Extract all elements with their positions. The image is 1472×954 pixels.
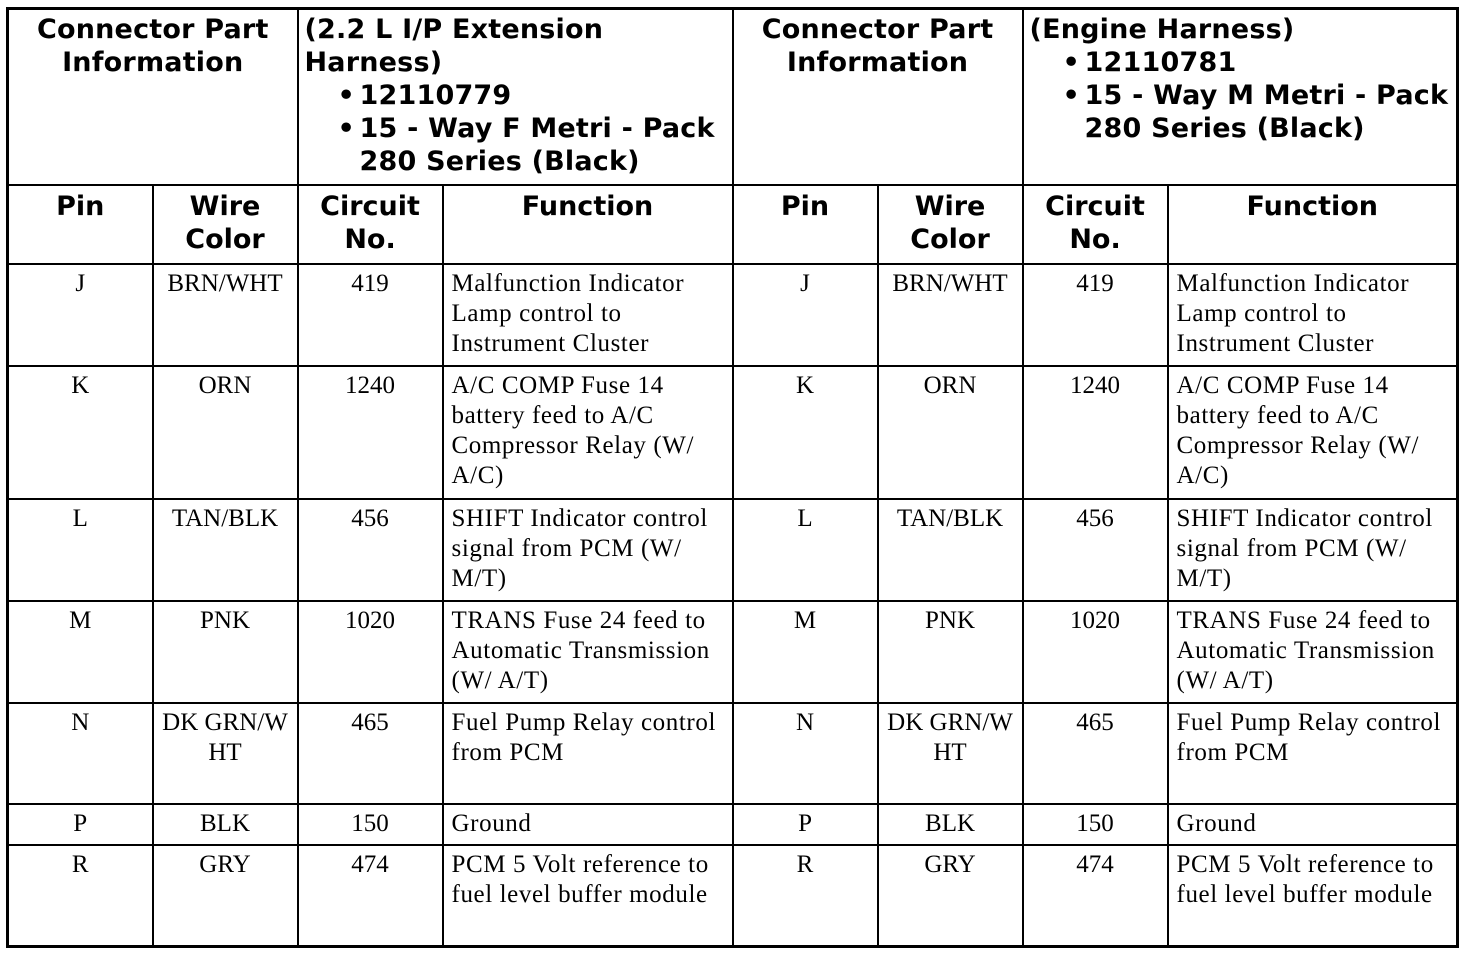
right-function-header: Function xyxy=(1168,185,1458,264)
right-function-cell: A/C COMP Fuse 14 battery feed to A/C Compressor Relay (W/ A/C) xyxy=(1168,366,1458,499)
right-wire-color-cell: DK GRN/WHT xyxy=(878,703,1023,804)
left-circuit-cell: 1240 xyxy=(298,366,443,499)
right-function-cell: Fuel Pump Relay control from PCM xyxy=(1168,703,1458,804)
connector-info-row xyxy=(8,9,1458,185)
right-function-cell: PCM 5 Volt reference to fuel level buffer module xyxy=(1168,845,1458,947)
left-wire-color-header: Wire Color xyxy=(153,185,298,264)
right-circuit-no-header: Circuit No. xyxy=(1023,185,1168,264)
right-circuit-cell: 150 xyxy=(1023,804,1168,845)
left-function-header: Function xyxy=(443,185,733,264)
left-circuit-cell: 150 xyxy=(298,804,443,845)
table-row xyxy=(8,601,1458,703)
left-wire-color-cell: BRN/WHT xyxy=(153,264,298,366)
left-circuit-cell: 465 xyxy=(298,703,443,804)
right-function-cell: TRANS Fuse 24 feed to Automatic Transmission (W/ A/T) xyxy=(1168,601,1458,703)
right-function-cell: Ground xyxy=(1168,804,1458,845)
bullet-icon: • xyxy=(337,113,355,144)
bullet-icon: • xyxy=(1062,80,1080,111)
connector-pinout-table xyxy=(6,7,1459,948)
right-wire-color-cell: PNK xyxy=(878,601,1023,703)
bullet-icon: • xyxy=(1062,47,1080,78)
left-connector-info-label: Connector Part Information xyxy=(8,9,298,185)
left-pin-cell: M xyxy=(8,601,153,703)
right-circuit-cell: 474 xyxy=(1023,845,1168,947)
right-function-cell: Malfunction Indicator Lamp control to Instrument Cluster xyxy=(1168,264,1458,366)
right-circuit-cell: 1240 xyxy=(1023,366,1168,499)
left-connector-type: • 15 - Way F Metri - Pack 280 Series (Black) xyxy=(337,113,715,177)
table-row xyxy=(8,366,1458,499)
right-wire-color-cell: ORN xyxy=(878,366,1023,499)
right-harness-bullets xyxy=(1030,46,1453,145)
bullet-icon: • xyxy=(337,80,355,111)
left-pin-cell: J xyxy=(8,264,153,366)
table-row xyxy=(8,703,1458,804)
right-pin-cell: J xyxy=(733,264,878,366)
left-function-cell: PCM 5 Volt reference to fuel level buffer module xyxy=(443,845,733,947)
right-pin-cell: L xyxy=(733,499,878,601)
left-wire-color-cell: DK GRN/WHT xyxy=(153,703,298,804)
left-circuit-cell: 419 xyxy=(298,264,443,366)
right-pin-cell: N xyxy=(733,703,878,804)
right-circuit-cell: 456 xyxy=(1023,499,1168,601)
left-wire-color-cell: GRY xyxy=(153,845,298,947)
right-connector-info-label: Connector Part Information xyxy=(733,9,1023,185)
left-wire-color-cell: BLK xyxy=(153,804,298,845)
left-function-cell: A/C COMP Fuse 14 battery feed to A/C Compressor Relay (W/ A/C) xyxy=(443,366,733,499)
right-function-cell: SHIFT Indicator control signal from PCM (W/ M/T) xyxy=(1168,499,1458,601)
right-pin-cell: P xyxy=(733,804,878,845)
table-row xyxy=(8,804,1458,845)
left-harness-name: (2.2 L I/P Extension Harness) xyxy=(304,14,604,78)
left-function-cell: Malfunction Indicator Lamp control to Instrument Cluster xyxy=(443,264,733,366)
left-pin-cell: P xyxy=(8,804,153,845)
left-pin-cell: R xyxy=(8,845,153,947)
right-circuit-cell: 465 xyxy=(1023,703,1168,804)
left-pin-cell: L xyxy=(8,499,153,601)
left-function-cell: Ground xyxy=(443,804,733,845)
right-pin-cell: M xyxy=(733,601,878,703)
left-function-cell: Fuel Pump Relay control from PCM xyxy=(443,703,733,804)
left-pin-cell: K xyxy=(8,366,153,499)
left-circuit-cell: 1020 xyxy=(298,601,443,703)
left-part-number: • 12110779 xyxy=(337,80,512,111)
table-row xyxy=(8,264,1458,366)
right-pin-cell: R xyxy=(733,845,878,947)
right-wire-color-cell: GRY xyxy=(878,845,1023,947)
right-circuit-cell: 419 xyxy=(1023,264,1168,366)
right-connector-type: • 15 - Way M Metri - Pack 280 Series (Black) xyxy=(1062,80,1449,144)
table-row xyxy=(8,499,1458,601)
right-harness-name: (Engine Harness) xyxy=(1029,14,1295,45)
right-harness-info xyxy=(1023,9,1458,185)
right-wire-color-cell: TAN/BLK xyxy=(878,499,1023,601)
right-part-number: • 12110781 xyxy=(1062,47,1237,78)
right-wire-color-cell: BLK xyxy=(878,804,1023,845)
left-harness-info xyxy=(298,9,733,185)
right-wire-color-cell: BRN/WHT xyxy=(878,264,1023,366)
left-function-cell: SHIFT Indicator control signal from PCM (W/ M/T) xyxy=(443,499,733,601)
right-pin-cell: K xyxy=(733,366,878,499)
right-wire-color-header: Wire Color xyxy=(878,185,1023,264)
left-function-cell: TRANS Fuse 24 feed to Automatic Transmission (W/ A/T) xyxy=(443,601,733,703)
left-circuit-no-header: Circuit No. xyxy=(298,185,443,264)
left-wire-color-cell: PNK xyxy=(153,601,298,703)
left-circuit-cell: 474 xyxy=(298,845,443,947)
left-circuit-cell: 456 xyxy=(298,499,443,601)
table-row xyxy=(8,845,1458,947)
left-harness-bullets xyxy=(305,79,728,178)
right-circuit-cell: 1020 xyxy=(1023,601,1168,703)
column-header-row xyxy=(8,185,1458,264)
left-pin-header: Pin xyxy=(8,185,153,264)
left-wire-color-cell: TAN/BLK xyxy=(153,499,298,601)
left-wire-color-cell: ORN xyxy=(153,366,298,499)
right-pin-header: Pin xyxy=(733,185,878,264)
left-pin-cell: N xyxy=(8,703,153,804)
